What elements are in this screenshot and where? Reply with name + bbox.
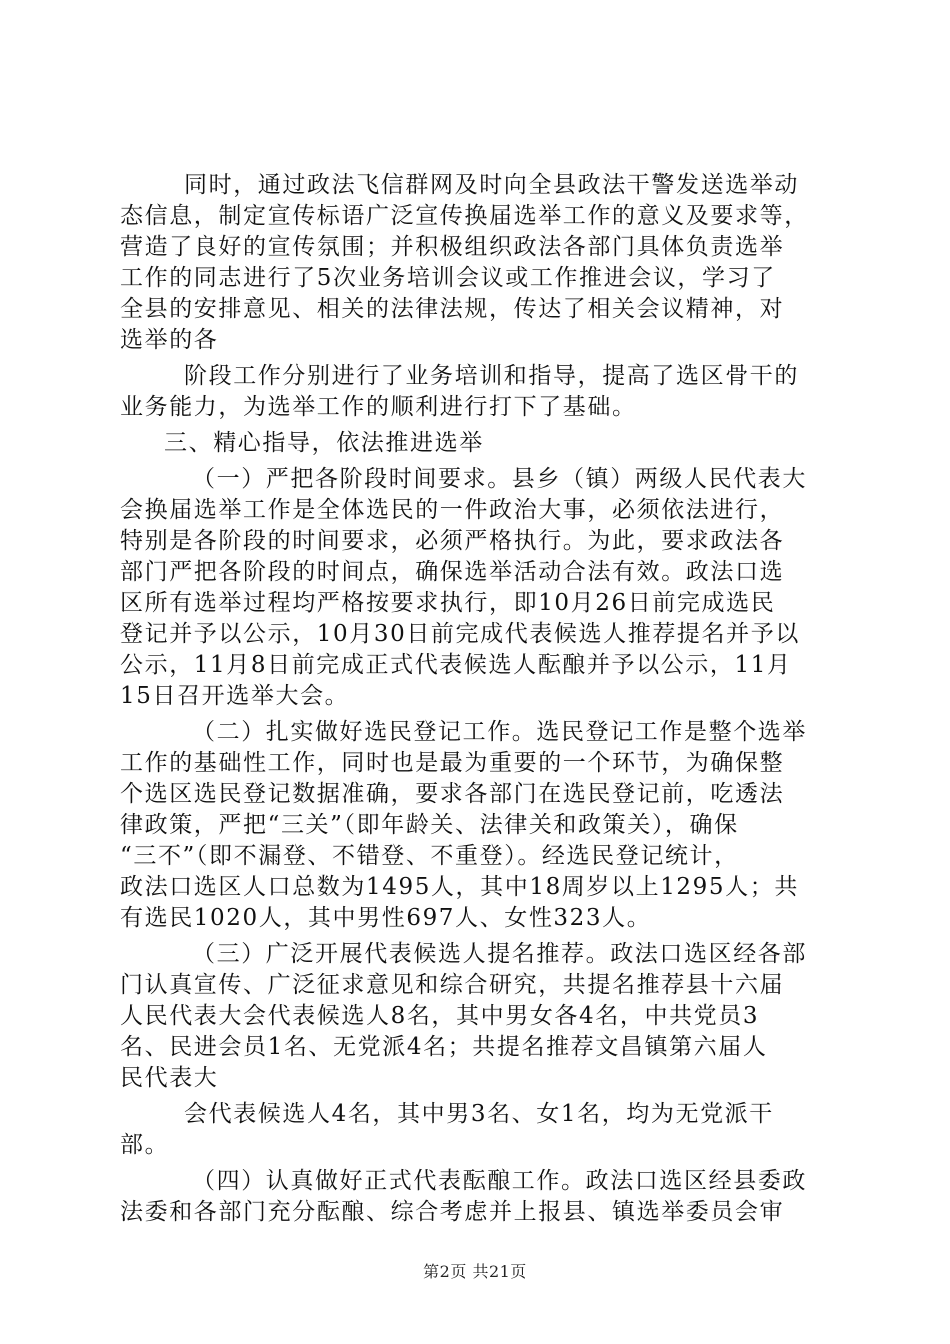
text-line: 15日召开选举大会。 — [120, 683, 350, 709]
text-line: （一）严把各阶段时间要求。县乡（镇）两级人民代表大 — [192, 466, 807, 492]
text-line: 态信息，制定宣传标语广泛宣传换届选举工作的意义及要求等， — [120, 203, 809, 229]
text-line: 特别是各阶段的时间要求，必须严格执行。为此，要求政法各 — [120, 528, 785, 554]
text-line: 阶段工作分别进行了业务培训和指导，提高了选区骨干的 — [184, 363, 799, 389]
text-line: 法委和各部门充分酝酿、综合考虑并上报县、镇选举委员会审 — [120, 1199, 785, 1225]
text-line: 登记并予以公示，10月30日前完成代表候选人推荐提名并予以 — [120, 621, 800, 647]
text-line: 会换届选举工作是全体选民的一件政治大事，必须依法进行， — [120, 497, 785, 523]
text-line: （二）扎实做好选民登记工作。选民登记工作是整个选举 — [192, 719, 807, 745]
text-line: 部。 — [120, 1132, 170, 1158]
text-line: 政法口选区人口总数为1495人，其中18周岁以上1295人；共 — [120, 874, 799, 900]
text-line: 名、民进会员1名、无党派4名；共提名推荐文昌镇第六届人 — [120, 1034, 768, 1060]
body-text — [120, 170, 840, 1228]
text-line: 人民代表大会代表候选人8名，其中男女各4名，中共党员3 — [120, 1003, 760, 1029]
text-line: 律政策，严把“三关”（即年龄关、法律关和政策关），确保 — [120, 812, 739, 838]
page-number-footer: 第2页 共21页 — [423, 1262, 527, 1281]
text-line: （四）认真做好正式代表酝酿工作。政法口选区经县委政 — [192, 1168, 807, 1194]
text-line: 工作的基础性工作，同时也是最为重要的一个环节，为确保整 — [120, 750, 785, 776]
text-line: 选举的各 — [120, 327, 219, 353]
text-line: 门认真宣传、广泛征求意见和综合研究，共提名推荐县十六届 — [120, 972, 785, 998]
text-line: 业务能力，为选举工作的顺利进行打下了基础。 — [120, 394, 637, 420]
text-line: 区所有选举过程均严格按要求执行，即10月26日前完成选民 — [120, 590, 776, 616]
text-line: 工作的同志进行了5次业务培训会议或工作推进会议，学习了 — [120, 265, 776, 291]
text-line: 会代表候选人4名，其中男3名、女1名，均为无党派干 — [184, 1101, 774, 1127]
text-line: （三）广泛开展代表候选人提名推荐。政法口选区经各部 — [192, 941, 807, 967]
text-line: 部门严把各阶段的时间点，确保选举活动合法有效。政法口选 — [120, 559, 785, 585]
text-line: 民代表大 — [120, 1065, 219, 1091]
section-heading: 三、精心指导，依法推进选举 — [164, 430, 484, 456]
text-line: 营造了良好的宣传氛围；并积极组织政法各部门具体负责选举 — [120, 234, 785, 260]
text-line: 全县的安排意见、相关的法律法规，传达了相关会议精神，对 — [120, 296, 785, 322]
text-line: 公示，11月8日前完成正式代表候选人酝酿并予以公示，11月 — [120, 652, 792, 678]
text-line: “三不”（即不漏登、不错登、不重登）。经选民登记统计， — [120, 843, 739, 869]
text-line: 个选区选民登记数据准确，要求各部门在选民登记前，吃透法 — [120, 781, 785, 807]
text-line: 同时，通过政法飞信群网及时向全县政法干警发送选举动 — [184, 172, 799, 198]
text-line: 有选民1020人，其中男性697人、女性323人。 — [120, 905, 652, 931]
